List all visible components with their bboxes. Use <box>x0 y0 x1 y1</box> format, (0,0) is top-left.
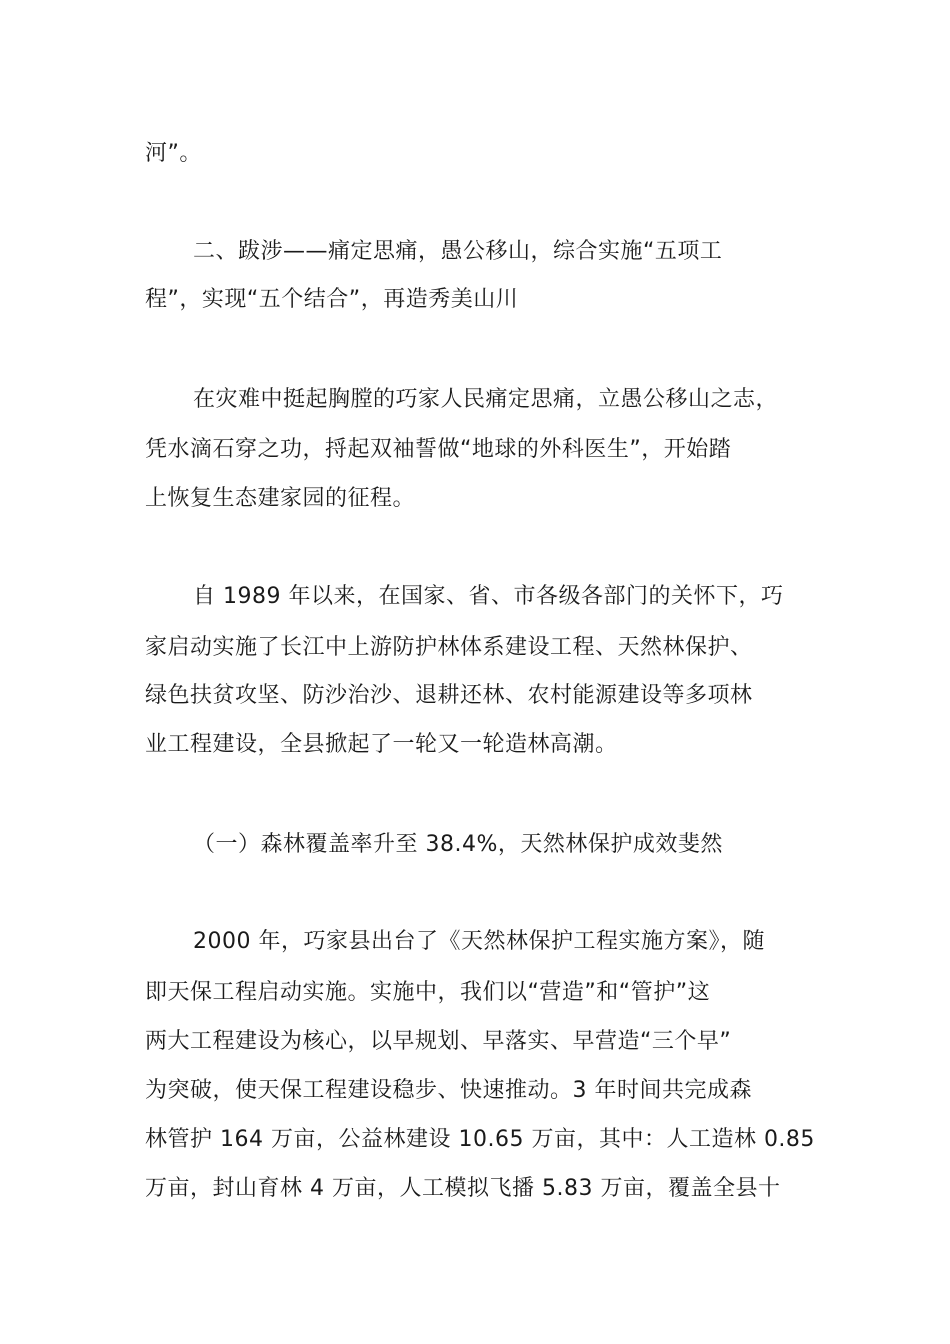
paragraph-2-line-2: 家启动实施了长江中上游防护林体系建设工程、天然林保护、 <box>145 635 753 660</box>
paragraph-3-line-3: 两大工程建设为核心，以早规划、早落实、早营造“三个早” <box>145 1029 732 1054</box>
paragraph-2-line-3: 绿色扶贫攻坚、防沙治沙、退耕还林、农村能源建设等多项林 <box>145 683 753 708</box>
section-heading-line-1: 二、跋涉——痛定思痛，愚公移山，综合实施“五项工 <box>193 239 723 264</box>
paragraph-3-line-4: 为突破，使天保工程建设稳步、快速推动。3 年时间共完成森 <box>145 1078 752 1103</box>
paragraph-3-line-6: 万亩，封山育林 4 万亩，人工模拟飞播 5.83 万亩，覆盖全县十 <box>145 1176 781 1201</box>
paragraph-2-line-1: 自 1989 年以来，在国家、省、市各级各部门的关怀下，巧 <box>193 584 784 609</box>
paragraph-3-line-1: 2000 年，巧家县出台了《天然林保护工程实施方案》，随 <box>193 929 765 954</box>
paragraph-2-line-4: 业工程建设，全县掀起了一轮又一轮造林高潮。 <box>145 732 618 757</box>
paragraph-3-line-5: 林管护 164 万亩，公益林建设 10.65 万亩，其中：人工造林 0.85 <box>145 1127 815 1152</box>
paragraph-1-line-3: 上恢复生态建家园的征程。 <box>145 486 416 511</box>
paragraph-continuation-line: 河”。 <box>145 141 202 166</box>
subsection-heading: （一）森林覆盖率升至 38.4%，天然林保护成效斐然 <box>193 832 723 857</box>
paragraph-1-line-1: 在灾难中挺起胸膛的巧家人民痛定思痛，立愚公移山之志， <box>193 387 779 412</box>
paragraph-3-line-2: 即天保工程启动实施。实施中，我们以“营造”和“管护”这 <box>145 980 711 1005</box>
paragraph-1-line-2: 凭水滴石穿之功，捋起双袖誓做“地球的外科医生”，开始踏 <box>145 437 732 462</box>
section-heading-line-2: 程”，实现“五个结合”，再造秀美山川 <box>145 287 519 312</box>
